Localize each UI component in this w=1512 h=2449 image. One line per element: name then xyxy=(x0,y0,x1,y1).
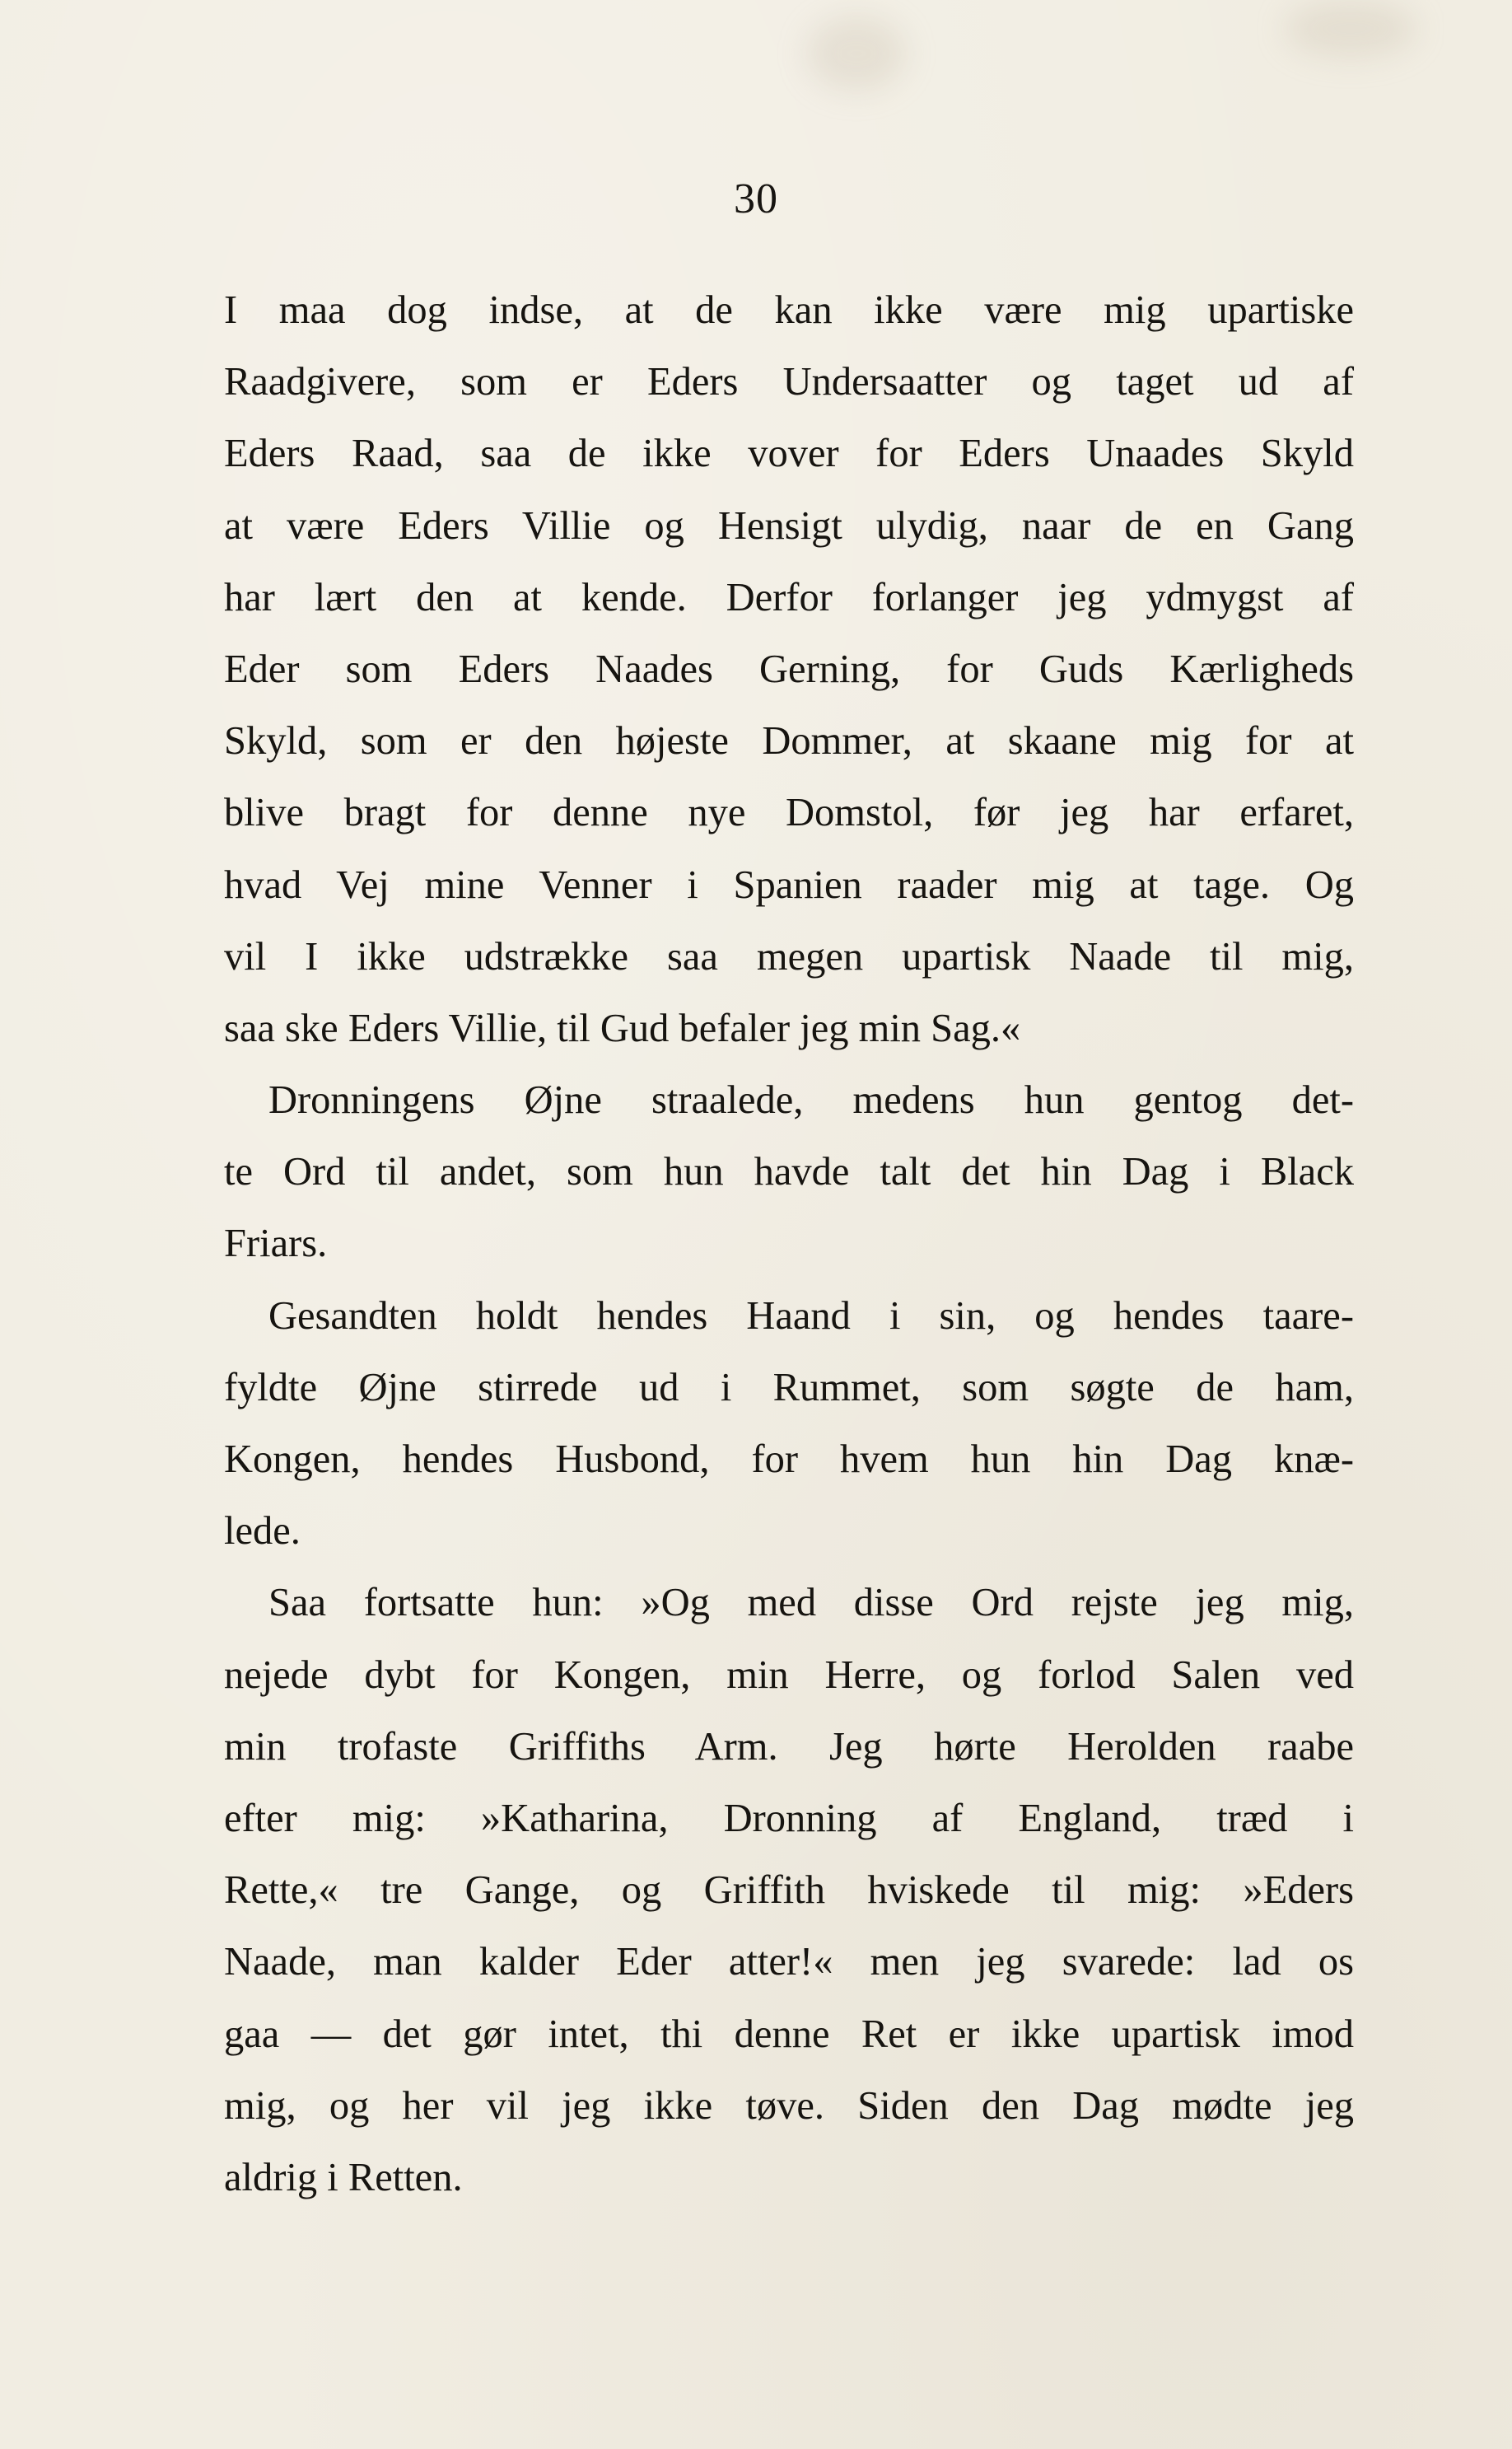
text-line: Skyld, som er den højeste Dommer, at skaane mig for at xyxy=(224,719,1354,764)
text-line: har lært den at kende. Derfor forlanger jeg ydmygst af xyxy=(224,575,1354,619)
paper-stain xyxy=(1285,0,1416,58)
text-line: Eder som Eders Naades Gerning, for Guds Kærligheds xyxy=(224,647,1354,691)
text-line: fyldte Øjne stirrede ud i Rummet, som søgte de ham, xyxy=(224,1365,1354,1409)
text-line: te Ord til andet, som hun havde talt det hin Dag i Black xyxy=(224,1150,1354,1194)
text-line: Dronningens Øjne straalede, medens hun gentog det- xyxy=(268,1078,1354,1123)
text-line: Rette,« tre Gange, og Griffith hviskede til mig: »Eders xyxy=(224,1868,1354,1913)
text-line: Raadgivere, som er Eders Undersaatter og taget ud af xyxy=(224,360,1354,404)
body-text xyxy=(224,274,1354,2213)
text-line: Friars. xyxy=(224,1222,328,1266)
text-line: vil I ikke udstrække saa megen upartisk Naade til mig, xyxy=(224,934,1354,979)
text-line: I maa dog indse, at de kan ikke være mig upartiske xyxy=(224,288,1354,332)
text-line: Saa fortsatte hun: »Og med disse Ord rejste jeg mig, xyxy=(268,1581,1354,1625)
text-line: gaa — det gør intet, thi denne Ret er ikke upartisk imod xyxy=(224,2012,1354,2056)
text-line: Naade, man kalder Eder atter!« men jeg svarede: lad os xyxy=(224,1940,1354,1984)
text-line: min trofaste Griffiths Arm. Jeg hørte Herolden raabe xyxy=(224,1724,1354,1769)
text-line: mig, og her vil jeg ikke tøve. Siden den Dag mødte jeg xyxy=(224,2083,1354,2128)
text-line: nejede dybt for Kongen, min Herre, og forlod Salen ved xyxy=(224,1652,1354,1697)
text-line: hvad Vej mine Venner i Spanien raader mig at tage. Og xyxy=(224,862,1354,907)
text-line: lede. xyxy=(224,1509,301,1554)
text-line: aldrig i Retten. xyxy=(224,2155,463,2199)
text-line: saa ske Eders Villie, til Gud befaler jeg min Sag.« xyxy=(224,1006,1021,1050)
text-line: Kongen, hendes Husbond, for hvem hun hin Dag knæ- xyxy=(224,1437,1354,1481)
text-line: Gesandten holdt hendes Haand i sin, og hendes taare- xyxy=(268,1293,1354,1338)
text-line: blive bragt for denne nye Domstol, før jeg har erfaret, xyxy=(224,791,1354,835)
text-line: efter mig: »Katharina, Dronning af England, træd i xyxy=(224,1796,1354,1840)
paper-stain xyxy=(807,16,906,91)
text-line: Eders Raad, saa de ikke vover for Eders Unaades Skyld xyxy=(224,432,1354,476)
text-line: at være Eders Villie og Hensigt ulydig, naar de en Gang xyxy=(224,503,1354,548)
page-number: 30 xyxy=(734,175,778,222)
